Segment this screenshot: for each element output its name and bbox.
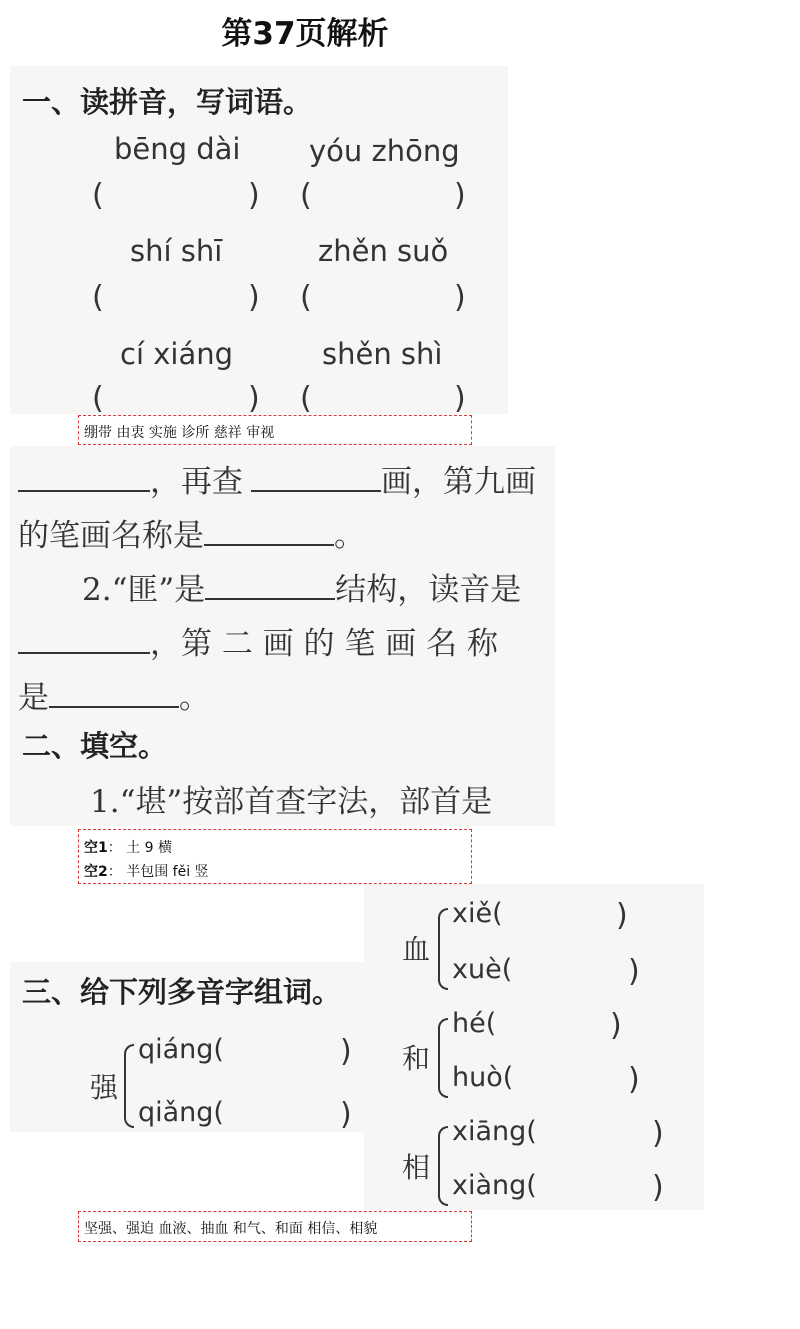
paren-close: ): [454, 381, 466, 416]
section1-scan: [10, 66, 508, 414]
section3-heading: 三、给下列多音字组词。: [22, 975, 342, 1009]
pinyin-youzhong: yóu zhōng: [309, 134, 460, 168]
char-qiang: 强: [90, 1071, 119, 1104]
section2-scan: [10, 446, 555, 826]
paren-close: ): [454, 178, 466, 213]
section2-q2-end: 结构，读音是: [335, 572, 522, 608]
brace: [438, 1018, 448, 1098]
char-xue: 血: [402, 933, 431, 966]
reading-xie3: xiě(: [452, 898, 503, 929]
paren-open: (: [300, 178, 312, 213]
section2-frag4: 是: [18, 680, 49, 716]
brace: [438, 908, 448, 990]
section2-q2-start: 2.“匪”是: [82, 572, 206, 608]
reading-xue4: xuè(: [452, 954, 513, 985]
blank: [18, 626, 150, 654]
paren-close: ): [652, 1116, 664, 1151]
blank: [205, 572, 335, 600]
pinyin-shenshi: shěn shì: [322, 337, 443, 371]
blank: [49, 680, 179, 708]
paren-open: (: [92, 178, 104, 213]
reading-he2: hé(: [452, 1008, 497, 1039]
paren-open: (: [92, 381, 104, 416]
section2-frag2: 的笔画名称是: [18, 518, 204, 554]
period: 。: [179, 680, 210, 716]
section1-answer-box: [78, 415, 472, 445]
blank: [251, 464, 381, 492]
section3-answer: 坚强、强迫 血液、抽血 和气、和面 相信、相貌: [84, 1221, 378, 1237]
paren-open: (: [300, 280, 312, 315]
char-he: 和: [402, 1042, 431, 1075]
section3-answer-box: [78, 1211, 472, 1242]
paren-open: (: [300, 381, 312, 416]
period: 。: [334, 518, 365, 554]
section2-answer-box: [78, 829, 472, 884]
reading-qiang2: qiáng(: [138, 1034, 224, 1065]
paren-close: ): [248, 280, 260, 315]
char-xiang: 相: [402, 1151, 431, 1184]
pinyin-bengdai: bēng dài: [114, 132, 241, 166]
paren-close: ): [248, 381, 260, 416]
paren-close: ): [248, 178, 260, 213]
paren-close: ): [610, 1008, 622, 1043]
paren-close: ): [340, 1034, 352, 1069]
answer-value: ： 土 9 横: [107, 840, 173, 856]
reading-xiang1: xiāng(: [452, 1116, 537, 1147]
pinyin-shishi: shí shī: [130, 234, 223, 268]
reading-xiang4: xiàng(: [452, 1170, 537, 1201]
blank: [18, 464, 150, 492]
paren-close: ): [616, 898, 628, 933]
section2-line-d: [18, 618, 498, 663]
paren-close: ): [652, 1170, 664, 1205]
section1-heading: 一、读拼音，写词语。: [22, 85, 313, 119]
pinyin-cixiang: cí xiáng: [120, 337, 233, 371]
section2-line-c: [82, 564, 521, 609]
section2-answer-1: [84, 837, 172, 857]
paren-close: ): [628, 1062, 640, 1097]
section2-frag1-mid: ，再查: [150, 464, 243, 500]
paren-close: ): [628, 954, 640, 989]
section2-line-a: [18, 456, 536, 501]
section1-answer: 绷带 由衷 实施 诊所 慈祥 审视: [84, 425, 275, 441]
answer-label: 空1: [84, 840, 108, 856]
section2-answer-2: [84, 861, 209, 881]
section2-frag1-end: 画，第九画: [381, 464, 536, 500]
paren-close: ): [340, 1097, 352, 1132]
brace: [124, 1044, 134, 1128]
section2-q1: 1.“堪”按部首查字法，部首是: [90, 784, 493, 820]
blank: [204, 518, 334, 546]
reading-qiang3: qiǎng(: [138, 1097, 224, 1128]
answer-label: 空2: [84, 864, 108, 880]
section2-line-e: [18, 672, 210, 717]
section2-frag3: ，第 二 画 的 笔 画 名 称: [150, 626, 498, 662]
section2-line-b: [18, 510, 365, 555]
reading-huo4: huò(: [452, 1062, 514, 1093]
paren-open: (: [92, 280, 104, 315]
page-title: 第37页解析: [221, 16, 389, 52]
answer-value: ： 半包围 fěi 竖: [107, 864, 209, 880]
section2-heading: 二、填空。: [22, 729, 168, 763]
brace: [438, 1126, 448, 1206]
pinyin-zhensuo: zhěn suǒ: [318, 234, 449, 268]
paren-close: ): [454, 280, 466, 315]
